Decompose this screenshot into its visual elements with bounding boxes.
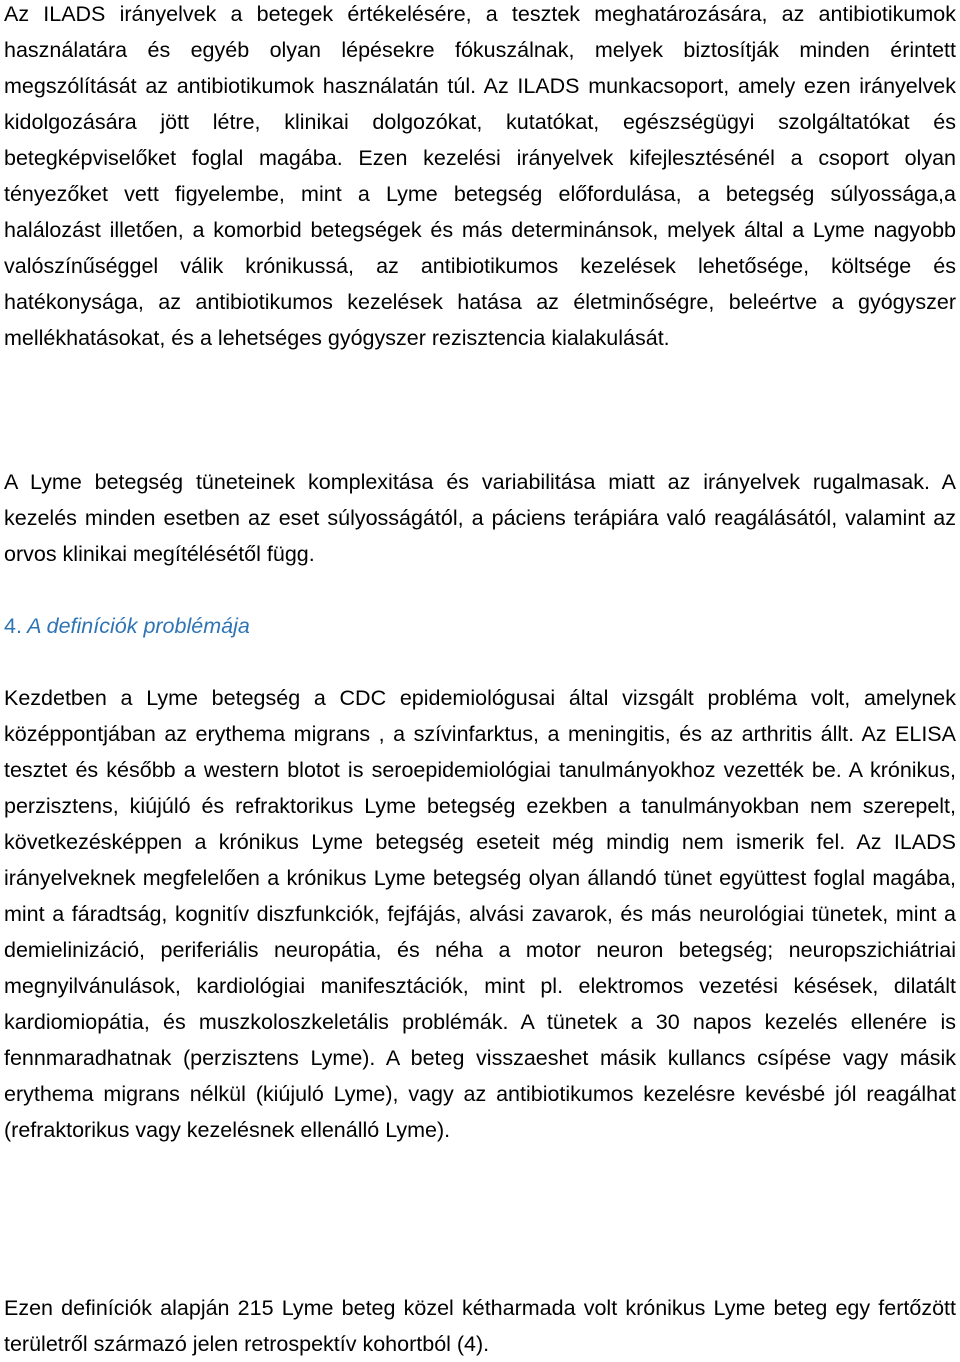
section-heading: [4, 608, 250, 644]
section-title: A definíciók problémája: [27, 614, 250, 638]
paragraph-ilads-guidelines: Az ILADS irányelvek a betegek értékelésére, a tesztek meghatározására, az antibiotikumok használatára és egyéb olyan lépésekre fókuszálnak, melyek biztosítják minden érintett megszólítását az antibiotikumok használatán túl. Az ILADS munkacsoport, amely ezen irányelvek kidolgozására jött létre, klinikai dolgozókat, kutatókat, egészségügyi szolgáltatókat és betegképviselőket foglal magába. Ezen kezelési irányelvek kifejlesztésénél a csoport olyan tényezőket vett figyelembe, mint a Lyme betegség előfordulása, a betegség súlyossága,a halálozást illetően, a komorbid betegségek és más determinánsok, melyek által a Lyme nagyobb valószínűséggel válik krónikussá, az antibiotikumos kezelések lehetősége, költsége és hatékonysága, az antibiotikumos kezelések hatása az életminőségre, beleértve a gyógyszer mellékhatásokat, és a lehetséges gyógyszer rezisztencia kialakulását.: [4, 2, 956, 350]
paragraph-cohort: Ezen definíciók alapján 215 Lyme beteg közel kétharmada volt krónikus Lyme beteg egy fertőzött területről származó jelen retrospektív kohortból (4).: [4, 1296, 956, 1356]
section-number: 4.: [4, 614, 22, 638]
paragraph-flexibility: A Lyme betegség tüneteinek komplexitása és variabilitása miatt az irányelvek rugalmasak. A kezelés minden esetben az eset súlyosságától, a páciens terápiára való reagálásától, valamint az orvos klinikai megítélésétől függ.: [4, 470, 956, 566]
paragraph-definitions: Kezdetben a Lyme betegség a CDC epidemiológusai által vizsgált probléma volt, amelynek középpontjában az erythema migrans , a szívinfarktus, a meningitis, és az arthritis állt. Az ELISA tesztet és később a western blotot is seroepidemiológiai tanulmányokhoz vezették be. A krónikus, perzisztens, kiújúló és refraktorikus Lyme betegség ezekben a tanulmányokban nem szerepelt, következésképpen a krónikus Lyme betegség eseteit még mindig nem ismerik fel. Az ILADS irányelveknek megfelelően a krónikus Lyme betegség olyan állandó tünet együttest foglal magába, mint a fáradtság, kognitív diszfunkciók, fejfájás, alvási zavarok, és más neurológiai tünetek, mint a demielinizáció, periferiális neuropátia, és néha a motor neuron betegség; neuropszichiátriai megnyilvánulások, kardiológiai manifesztációk, mint pl. elektromos vezetési késések, dilatált kardiomiopátia, és muszkoloszkeletális problémák. A tünetek a 30 napos kezelés ellenére is fennmaradhatnak (perzisztens Lyme). A beteg visszaeshet másik kullancs csípése vagy másik erythema migrans nélkül (kiújuló Lyme), vagy az antibiotikumos kezelésre kevésbé jól reagálhat (refraktorikus vagy kezelésnek ellenálló Lyme).: [4, 686, 956, 1142]
